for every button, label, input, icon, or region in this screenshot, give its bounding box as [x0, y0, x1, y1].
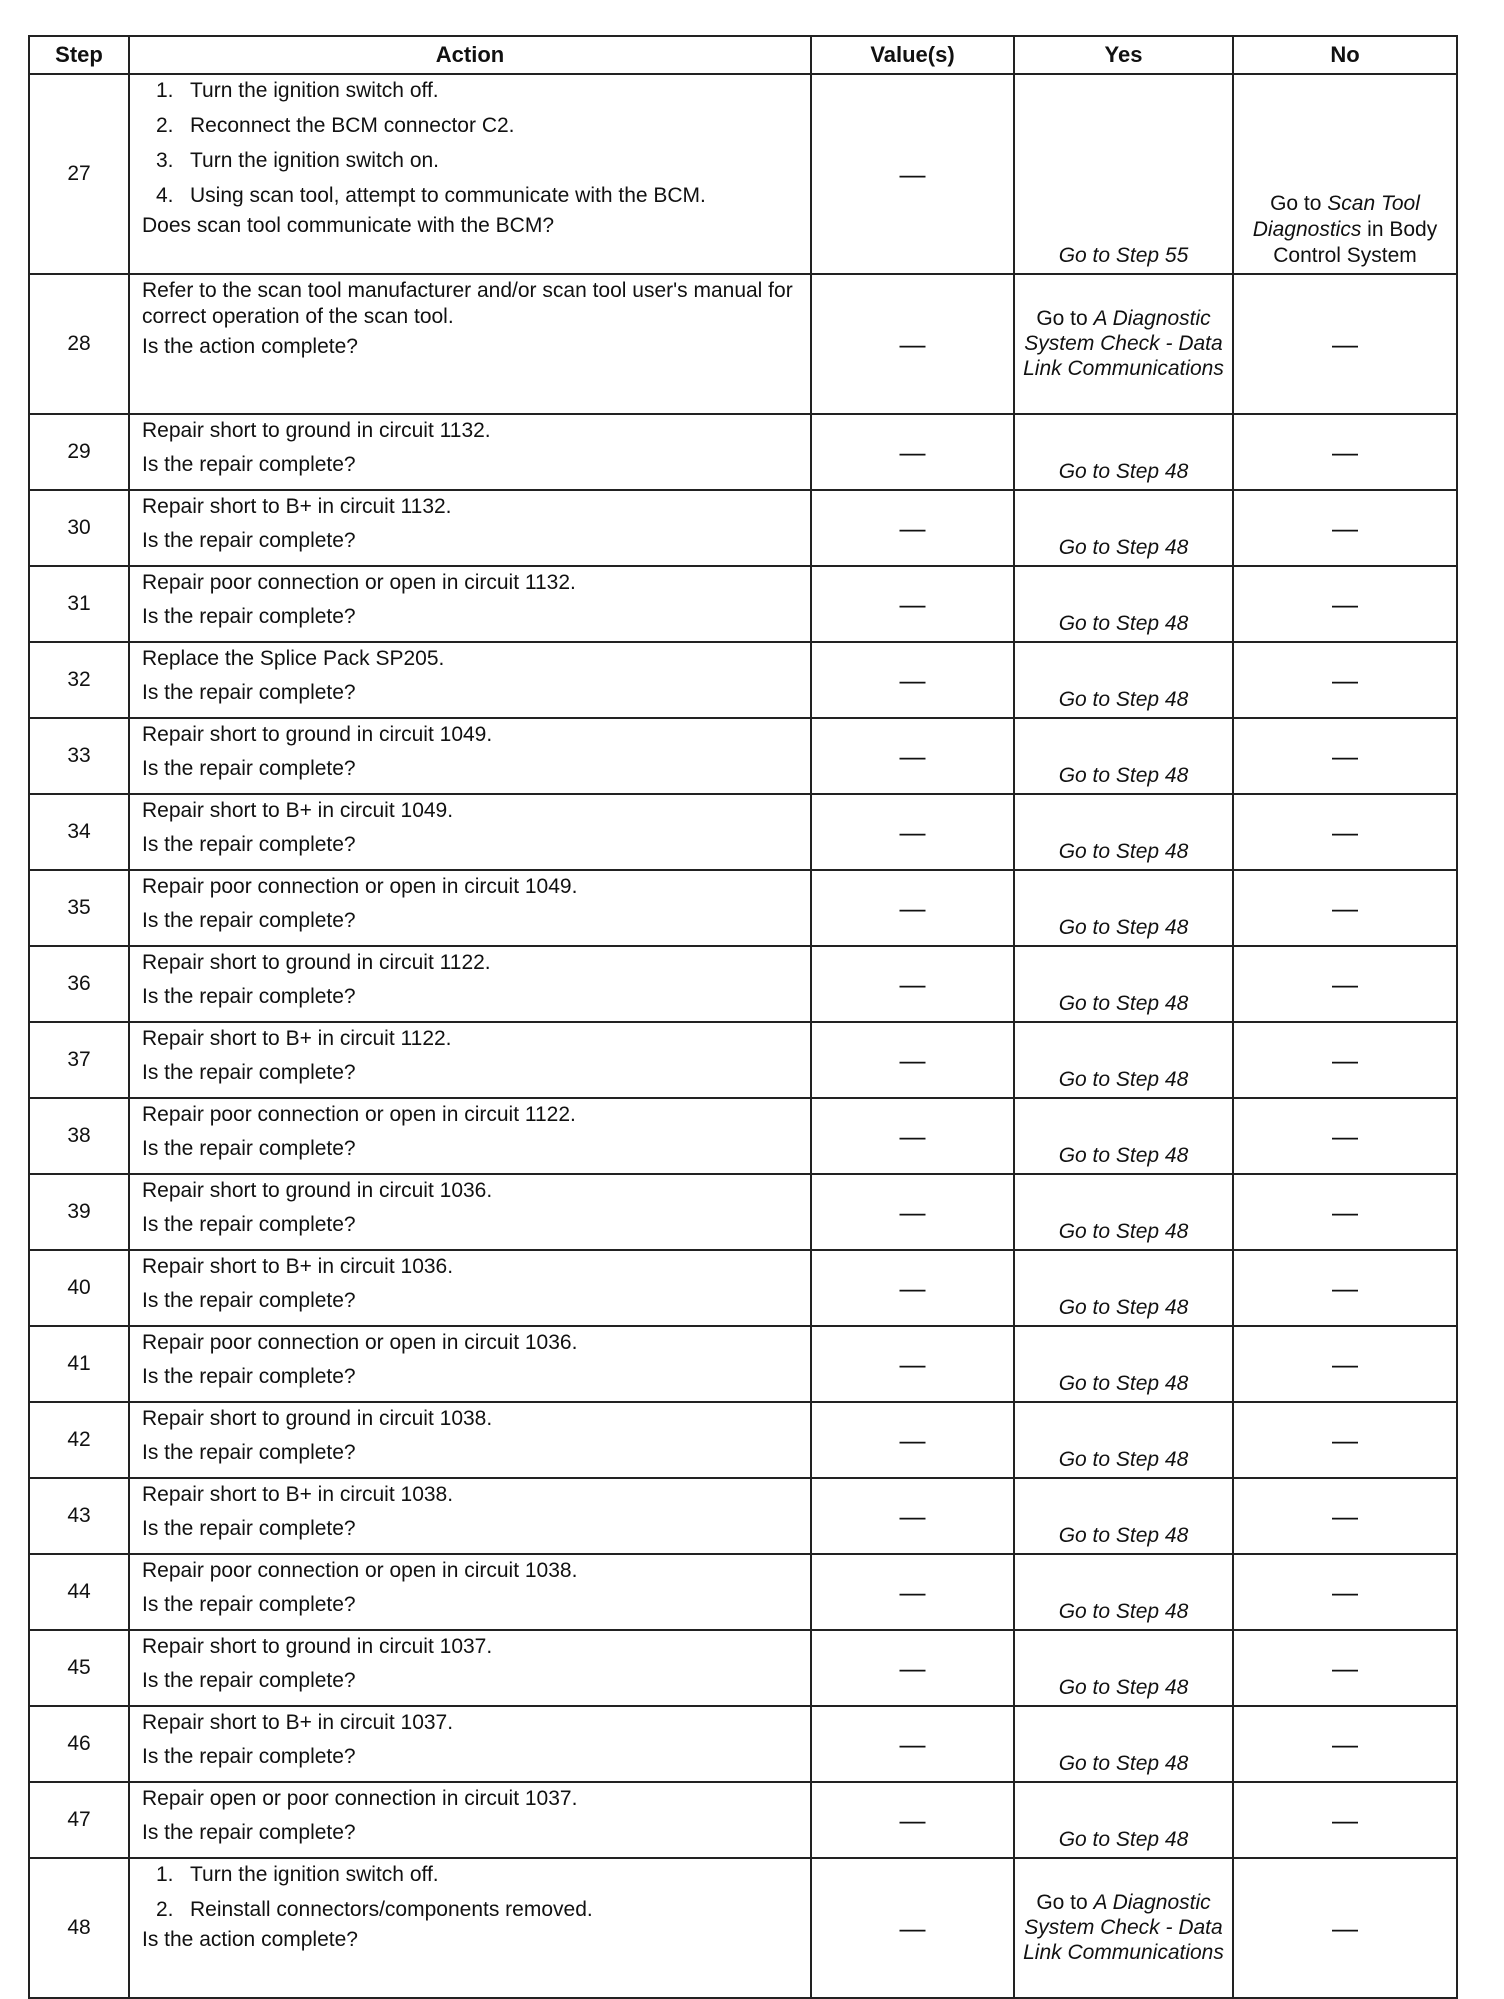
yes-cell: Go to Step 48 [1014, 642, 1233, 718]
table-row [29, 414, 1457, 490]
header-action: Action [129, 36, 811, 74]
value-cell: — [811, 718, 1014, 794]
table-row [29, 566, 1457, 642]
action-question: Is the repair complete? [142, 1669, 356, 1692]
value-cell: — [811, 274, 1014, 414]
action-question: Does scan tool communicate with the BCM? [142, 214, 555, 237]
action-text: Repair short to ground in circuit 1037. [142, 1635, 493, 1658]
action-cell [129, 718, 811, 794]
no-cell: — [1233, 1250, 1457, 1326]
value-cell: — [811, 1174, 1014, 1250]
no-cell: — [1233, 1782, 1457, 1858]
step-number: 45 [29, 1630, 129, 1706]
action-cell [129, 566, 811, 642]
value-cell: — [811, 74, 1014, 274]
action-cell [129, 1326, 811, 1402]
yes-cell: Go to Step 48 [1014, 1402, 1233, 1478]
action-cell [129, 490, 811, 566]
no-cell: — [1233, 1858, 1457, 1998]
list-item: 1. Turn the ignition switch off. [156, 1863, 439, 1886]
table-row-27 [29, 74, 1457, 274]
yes-cell: Go to Step 48 [1014, 1706, 1233, 1782]
yes-cell: Go to Step 48 [1014, 1326, 1233, 1402]
yes-cell: Go to Step 55 [1014, 74, 1233, 274]
action-cell [129, 414, 811, 490]
action-question: Is the repair complete? [142, 1821, 356, 1844]
list-item: 3. Turn the ignition switch on. [156, 149, 440, 172]
value-cell: — [811, 1326, 1014, 1402]
table-row-48 [29, 1858, 1457, 1998]
action-cell [129, 642, 811, 718]
action-cell [129, 1706, 811, 1782]
yes-cell: Go to Step 48 [1014, 718, 1233, 794]
action-question: Is the action complete? [142, 1928, 358, 1951]
action-text: Repair short to B+ in circuit 1049. [142, 799, 454, 822]
action-question: Is the repair complete? [142, 757, 356, 780]
table-row [29, 1326, 1457, 1402]
action-cell [129, 870, 811, 946]
no-cell: — [1233, 1098, 1457, 1174]
action-text: Repair short to B+ in circuit 1036. [142, 1255, 454, 1278]
value-cell: — [811, 1858, 1014, 1998]
no-cell: — [1233, 1022, 1457, 1098]
scan-tool-diagnostics-link[interactable]: Scan Tool Diagnostics [1252, 192, 1420, 241]
action-text: Repair short to B+ in circuit 1122. [142, 1027, 452, 1050]
action-question: Is the repair complete? [142, 1517, 356, 1540]
yes-cell: Go to Step 48 [1014, 1022, 1233, 1098]
table-row [29, 1250, 1457, 1326]
table-row [29, 794, 1457, 870]
table-row [29, 1022, 1457, 1098]
action-text: Repair poor connection or open in circuit 1038. [142, 1559, 578, 1582]
action-steps-list [142, 78, 802, 209]
no-cell: — [1233, 1478, 1457, 1554]
action-cell [129, 1098, 811, 1174]
action-text: Repair poor connection or open in circuit 1049. [142, 875, 578, 898]
yes-cell: Go to Step 48 [1014, 794, 1233, 870]
list-item: 2. Reinstall connectors/components removed. [156, 1898, 593, 1921]
action-question: Is the repair complete? [142, 1061, 356, 1084]
action-text: Repair short to ground in circuit 1049. [142, 723, 493, 746]
action-cell [129, 1174, 811, 1250]
step-number: 38 [29, 1098, 129, 1174]
no-cell: — [1233, 1630, 1457, 1706]
action-steps-list [142, 1862, 802, 1923]
no-cell: — [1233, 566, 1457, 642]
action-question: Is the repair complete? [142, 1441, 356, 1464]
yes-cell: Go to Step 48 [1014, 870, 1233, 946]
action-text: Repair open or poor connection in circuit 1037. [142, 1787, 578, 1810]
table-row [29, 1478, 1457, 1554]
list-item: 4. Using scan tool, attempt to communicate with the BCM. [156, 184, 706, 207]
value-cell: — [811, 490, 1014, 566]
action-question: Is the action complete? [142, 335, 358, 358]
step-number: 33 [29, 718, 129, 794]
action-text: Repair short to ground in circuit 1038. [142, 1407, 493, 1430]
action-text: Repair poor connection or open in circuit 1036. [142, 1331, 578, 1354]
table-row-28 [29, 274, 1457, 414]
action-cell [129, 274, 811, 414]
step-number: 31 [29, 566, 129, 642]
step-number: 35 [29, 870, 129, 946]
diagnostic-system-check-link[interactable]: A Diagnostic System Check - Data Link Communications [1023, 1890, 1224, 1964]
no-cell: — [1233, 1402, 1457, 1478]
action-cell [129, 1858, 811, 1998]
action-cell [129, 1250, 811, 1326]
table-row [29, 946, 1457, 1022]
header-step: Step [29, 36, 129, 74]
value-cell: — [811, 870, 1014, 946]
table-row [29, 642, 1457, 718]
action-text: Repair short to B+ in circuit 1037. [142, 1711, 454, 1734]
action-question: Is the repair complete? [142, 1213, 356, 1236]
table-row [29, 718, 1457, 794]
no-cell: — [1233, 274, 1457, 414]
yes-cell: Go to Step 48 [1014, 566, 1233, 642]
no-cell: — [1233, 794, 1457, 870]
step-number: 36 [29, 946, 129, 1022]
step-number: 48 [29, 1858, 129, 1998]
step-number: 32 [29, 642, 129, 718]
value-cell: — [811, 566, 1014, 642]
step-number: 28 [29, 274, 129, 414]
action-cell [129, 1022, 811, 1098]
step-number: 30 [29, 490, 129, 566]
no-cell: Go to Scan Tool Diagnostics in Body Control System [1233, 74, 1457, 274]
action-cell [129, 1402, 811, 1478]
no-cell: — [1233, 718, 1457, 794]
action-question: Is the repair complete? [142, 909, 356, 932]
table-row [29, 490, 1457, 566]
yes-cell: Go to Step 48 [1014, 1478, 1233, 1554]
action-text: Refer to the scan tool manufacturer and/or scan tool user's manual for correct operation of the scan tool. [142, 279, 793, 328]
action-question: Is the repair complete? [142, 1289, 356, 1312]
value-cell: — [811, 1630, 1014, 1706]
value-cell: — [811, 1022, 1014, 1098]
yes-cell: Go to Step 48 [1014, 946, 1233, 1022]
yes-cell: Go to Step 48 [1014, 490, 1233, 566]
action-question: Is the repair complete? [142, 529, 356, 552]
header-value: Value(s) [811, 36, 1014, 74]
no-cell: — [1233, 1326, 1457, 1402]
value-cell: — [811, 946, 1014, 1022]
action-text: Repair short to ground in circuit 1132. [142, 419, 491, 442]
header-no: No [1233, 36, 1457, 74]
action-cell [129, 794, 811, 870]
value-cell: — [811, 1706, 1014, 1782]
diagnostic-table [28, 35, 1458, 1999]
action-text: Repair short to ground in circuit 1036. [142, 1179, 493, 1202]
yes-cell: Go to Step 48 [1014, 1630, 1233, 1706]
step-number: 40 [29, 1250, 129, 1326]
yes-cell: Go to Step 48 [1014, 414, 1233, 490]
value-cell: — [811, 1782, 1014, 1858]
yes-cell: Go to Step 48 [1014, 1554, 1233, 1630]
action-question: Is the repair complete? [142, 605, 356, 628]
step-number: 34 [29, 794, 129, 870]
no-cell: — [1233, 1706, 1457, 1782]
no-cell: — [1233, 414, 1457, 490]
yes-cell: Go to Step 48 [1014, 1174, 1233, 1250]
list-item: 1. Turn the ignition switch off. [156, 79, 439, 102]
table-row [29, 1706, 1457, 1782]
action-question: Is the repair complete? [142, 1365, 356, 1388]
yes-cell: Go to Step 48 [1014, 1782, 1233, 1858]
action-question: Is the repair complete? [142, 681, 356, 704]
step-number: 37 [29, 1022, 129, 1098]
value-cell: — [811, 642, 1014, 718]
action-cell [129, 946, 811, 1022]
value-cell: — [811, 1554, 1014, 1630]
list-item: 2. Reconnect the BCM connector C2. [156, 114, 515, 137]
action-cell [129, 1782, 811, 1858]
value-cell: — [811, 1098, 1014, 1174]
yes-cell: Go to A Diagnostic System Check - Data Link Communications [1014, 1858, 1233, 1998]
table-row [29, 1402, 1457, 1478]
action-text: Repair short to B+ in circuit 1132. [142, 495, 452, 518]
value-cell: — [811, 794, 1014, 870]
yes-cell: Go to Step 48 [1014, 1250, 1233, 1326]
no-cell: — [1233, 870, 1457, 946]
action-text: Repair poor connection or open in circuit 1132. [142, 571, 576, 594]
diagnostic-system-check-link[interactable]: A Diagnostic System Check - Data Link Communications [1023, 306, 1224, 380]
action-question: Is the repair complete? [142, 1593, 356, 1616]
action-cell [129, 1478, 811, 1554]
step-number: 43 [29, 1478, 129, 1554]
table-row [29, 1554, 1457, 1630]
step-number: 46 [29, 1706, 129, 1782]
table-row [29, 1782, 1457, 1858]
action-text: Repair poor connection or open in circuit 1122. [142, 1103, 576, 1126]
step-number: 27 [29, 74, 129, 274]
table-row [29, 1174, 1457, 1250]
step-number: 29 [29, 414, 129, 490]
yes-cell: Go to Step 48 [1014, 1098, 1233, 1174]
action-text: Repair short to B+ in circuit 1038. [142, 1483, 454, 1506]
action-question: Is the repair complete? [142, 985, 356, 1008]
action-question: Is the repair complete? [142, 833, 356, 856]
action-question: Is the repair complete? [142, 453, 356, 476]
header-row [29, 36, 1457, 74]
no-cell: — [1233, 1554, 1457, 1630]
action-cell [129, 1630, 811, 1706]
no-cell: — [1233, 946, 1457, 1022]
step-number: 39 [29, 1174, 129, 1250]
action-cell [129, 1554, 811, 1630]
table-row [29, 1630, 1457, 1706]
value-cell: — [811, 1402, 1014, 1478]
no-cell: — [1233, 642, 1457, 718]
table-row [29, 870, 1457, 946]
action-text: Replace the Splice Pack SP205. [142, 647, 445, 670]
step-number: 47 [29, 1782, 129, 1858]
action-text: Repair short to ground in circuit 1122. [142, 951, 491, 974]
value-cell: — [811, 1478, 1014, 1554]
step-number: 44 [29, 1554, 129, 1630]
action-question: Is the repair complete? [142, 1745, 356, 1768]
value-cell: — [811, 414, 1014, 490]
action-question: Is the repair complete? [142, 1137, 356, 1160]
no-cell: — [1233, 490, 1457, 566]
table-row [29, 1098, 1457, 1174]
yes-cell: Go to A Diagnostic System Check - Data Link Communications [1014, 274, 1233, 414]
value-cell: — [811, 1250, 1014, 1326]
header-yes: Yes [1014, 36, 1233, 74]
step-number: 42 [29, 1402, 129, 1478]
no-cell: — [1233, 1174, 1457, 1250]
action-cell [129, 74, 811, 274]
step-number: 41 [29, 1326, 129, 1402]
